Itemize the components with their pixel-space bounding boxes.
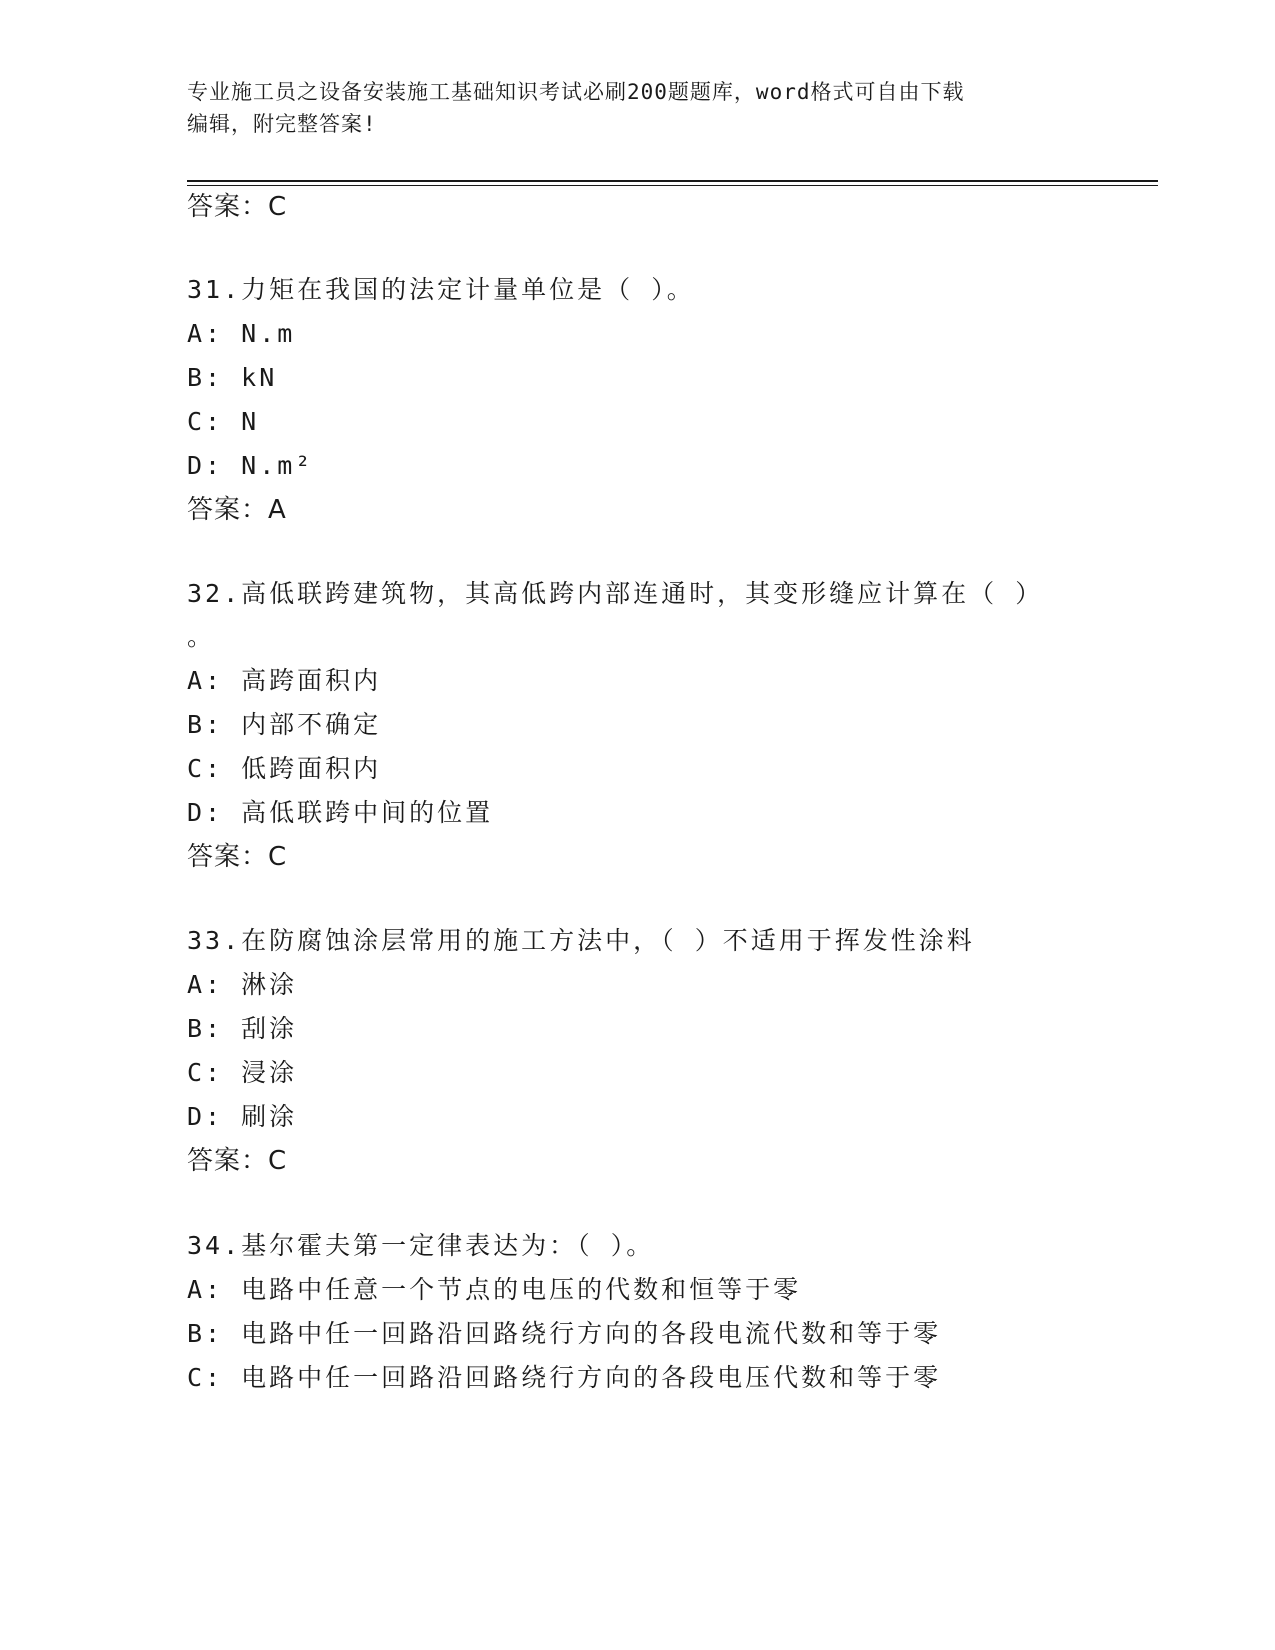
option-a: A: N.m bbox=[187, 319, 296, 348]
answer-line: 答案：A bbox=[187, 495, 287, 525]
option-a: A: 电路中任意一个节点的电压的代数和恒等于零 bbox=[187, 1275, 802, 1304]
answer-line: 答案：C bbox=[187, 842, 288, 872]
option-c: C: 电路中任一回路沿回路绕行方向的各段电压代数和等于零 bbox=[187, 1363, 942, 1392]
question-33: 33.在防腐蚀涂层常用的施工方法中，（ ）不适用于挥发性涂料 bbox=[187, 926, 975, 955]
option-a: A: 高跨面积内 bbox=[187, 666, 382, 695]
option-c: C: 低跨面积内 bbox=[187, 754, 382, 783]
header-rule-thick bbox=[187, 180, 1158, 182]
header-line-1: 专业施工员之设备安装施工基础知识考试必刷200题题库，word格式可自由下载 bbox=[187, 80, 965, 104]
header-line-2: 编辑，附完整答案! bbox=[187, 112, 377, 136]
option-b: B: 电路中任一回路沿回路绕行方向的各段电流代数和等于零 bbox=[187, 1319, 942, 1348]
question-34: 34.基尔霍夫第一定律表达为：（ ）。 bbox=[187, 1231, 655, 1260]
option-a: A: 淋涂 bbox=[187, 970, 298, 999]
question-32: 32.高低联跨建筑物，其高低跨内部连通时，其变形缝应计算在（ ） bbox=[187, 579, 1044, 608]
header-rule-thin bbox=[187, 185, 1158, 186]
option-d: D: 高低联跨中间的位置 bbox=[187, 798, 494, 827]
answer-line: 答案：C bbox=[187, 192, 288, 222]
answer-line: 答案：C bbox=[187, 1146, 288, 1176]
question-32-cont: 。 bbox=[187, 622, 216, 651]
document-header bbox=[187, 76, 1087, 140]
option-d: D: N.m² bbox=[187, 451, 314, 480]
option-b: B: kN bbox=[187, 363, 278, 392]
question-31: 31.力矩在我国的法定计量单位是（ ）。 bbox=[187, 275, 695, 304]
option-d: D: 刷涂 bbox=[187, 1102, 298, 1131]
option-c: C: 浸涂 bbox=[187, 1058, 298, 1087]
option-b: B: 刮涂 bbox=[187, 1014, 298, 1043]
option-c: C: N bbox=[187, 407, 260, 436]
option-b: B: 内部不确定 bbox=[187, 710, 382, 739]
